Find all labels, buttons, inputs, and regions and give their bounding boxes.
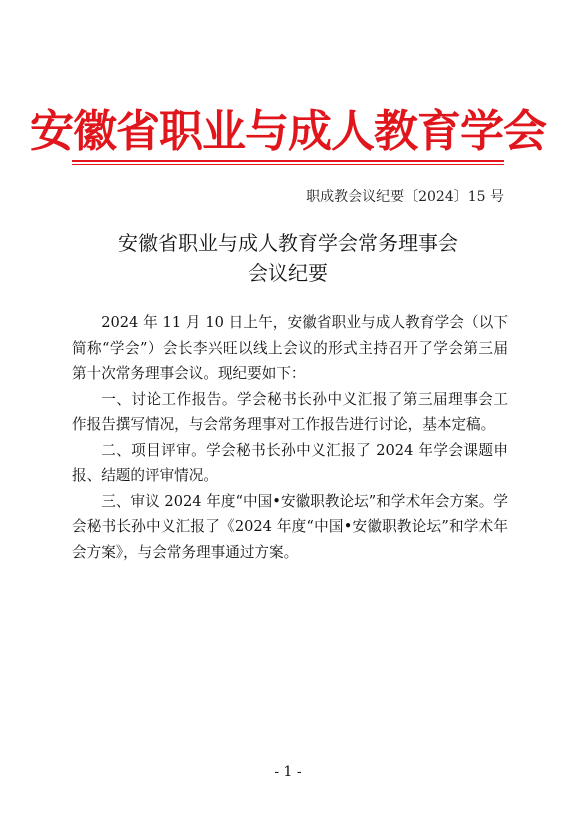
page-number: - 1 - [274,764,302,780]
document-title [0,228,576,288]
body-paragraph-item-2: 二、项目评审。学会秘书长孙中义汇报了 2024 年学会课题申报、结题的评审情况。 [72,441,508,484]
org-masthead: 安徽省职业与成人教育学会 [30,106,546,157]
masthead-rule-thick [72,160,504,162]
document-number: 职成教会议纪要〔2024〕15 号 [306,189,504,205]
document-title-line-1: 安徽省职业与成人教育学会常务理事会 [118,231,458,255]
masthead-rule-thin [72,164,504,165]
body-paragraph-intro: 2024 年 11 月 10 日上午，安徽省职业与成人教育学会（以下简称“学会”）会长李兴旺以线上会议的形式主持召开了学会第三届第十次常务理事会议。现纪要如下： [72,314,508,382]
body-paragraph-item-3: 三、审议 2024 年度“中国•安徽职教论坛”和学术年会方案。学会秘书长孙中义汇报了《2024 年度“中国•安徽职教论坛”和学术年会方案》，与会常务理事通过方案。 [72,492,508,561]
document-title-line-2: 会议纪要 [248,261,328,285]
body-paragraph-item-1: 一、讨论工作报告。学会秘书长孙中义汇报了第三届理事会工作报告撰写情况，与会常务理事对工作报告进行讨论，基本定稿。 [72,390,508,433]
document-body [72,310,508,565]
